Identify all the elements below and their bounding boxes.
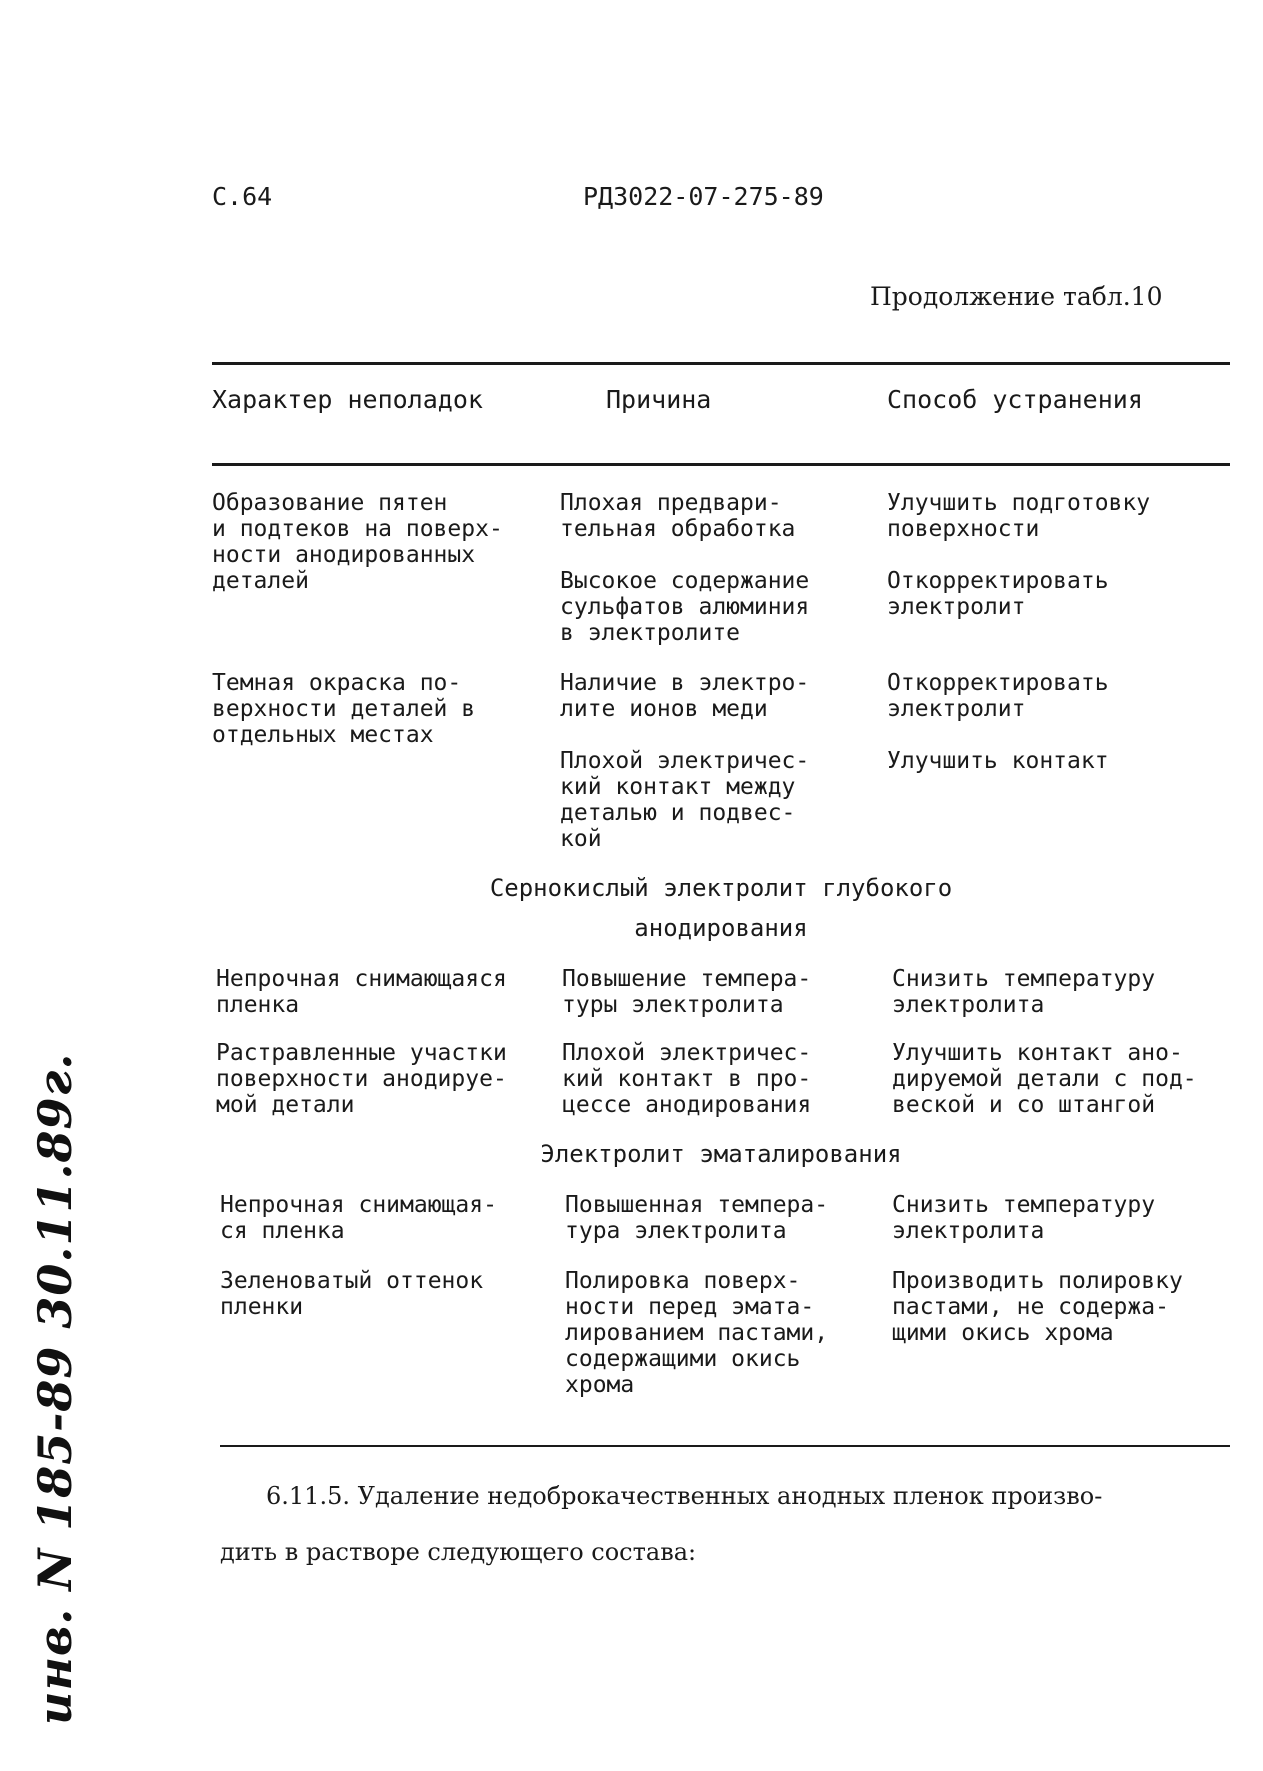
problem-cell: Растравленные участки поверхности анодируе- мой детали [216,1040,507,1118]
remedy-cell: Снизить температуру электролита [892,966,1156,1018]
problem-cell: Непрочная снимающаяся пленка [216,966,507,1018]
paragraph-line: дить в растворе следующего состава: [220,1538,697,1566]
remedy-cell: Улучшить контакт [887,748,1109,774]
document-code: РД3022-07-275-89 [583,182,824,211]
table-continuation-label: Продолжение табл.10 [870,282,1163,311]
problem-cell: Темная окраска по- верхности деталей в отдельных местах [212,670,476,748]
cause-cell: Повышенная темпера- тура электролита [565,1192,829,1244]
remedy-cell: Снизить температуру электролита [892,1192,1156,1244]
problem-cell: Зеленоватый оттенок пленки [220,1268,484,1320]
table-top-rule [212,362,1230,365]
remedy-cell: Улучшить контакт ано- дируемой детали с под- веской и со штангой [892,1040,1197,1118]
cause-cell: Плохой электричес- кий контакт в про- цессе анодирования [562,1040,812,1118]
cause-cell: Наличие в электро- лите ионов меди [560,670,810,722]
problem-cell: Образование пятен и подтеков на поверх- ности анодированных деталей [212,490,503,594]
cause-cell: Высокое содержание сульфатов алюминия в электролите [560,568,810,646]
table-header-rule [212,463,1230,466]
cause-cell: Плохая предвари- тельная обработка [560,490,796,542]
remedy-cell: Производить полировку пастами, не содержа- щими окись хрома [892,1268,1183,1346]
cause-cell: Повышение темпера- туры электролита [562,966,812,1018]
table-bottom-rule [220,1445,1230,1447]
column-header-remedy: Способ устранения [887,385,1143,414]
page-number: С.64 [212,182,273,211]
body-paragraph [220,1468,1230,1580]
remedy-cell: Откорректировать электролит [887,568,1109,620]
problem-cell: Непрочная снимающая- ся пленка [220,1192,497,1244]
column-header-problem: Характер неполадок [212,385,483,414]
column-header-cause: Причина [606,385,712,414]
section-title: Сернокислый электролит глубокого [489,874,953,902]
remedy-cell: Улучшить подготовку поверхности [887,490,1151,542]
paragraph-line: 6.11.5. Удаление недоброкачественных анодных пленок произво- [266,1482,1103,1510]
section-title: анодирования [634,914,808,942]
cause-cell: Полировка поверх- ности перед эмата- лированием пастами, содержащими окись хрома [565,1268,829,1398]
cause-cell: Плохой электричес- кий контакт между деталью и подвес- кой [560,748,810,852]
section-title: Электролит эматалирования [540,1140,902,1168]
remedy-cell: Откорректировать электролит [887,670,1109,722]
handwritten-inventory-note: инв. N 185-89 30.11.89г. [28,1052,82,1725]
